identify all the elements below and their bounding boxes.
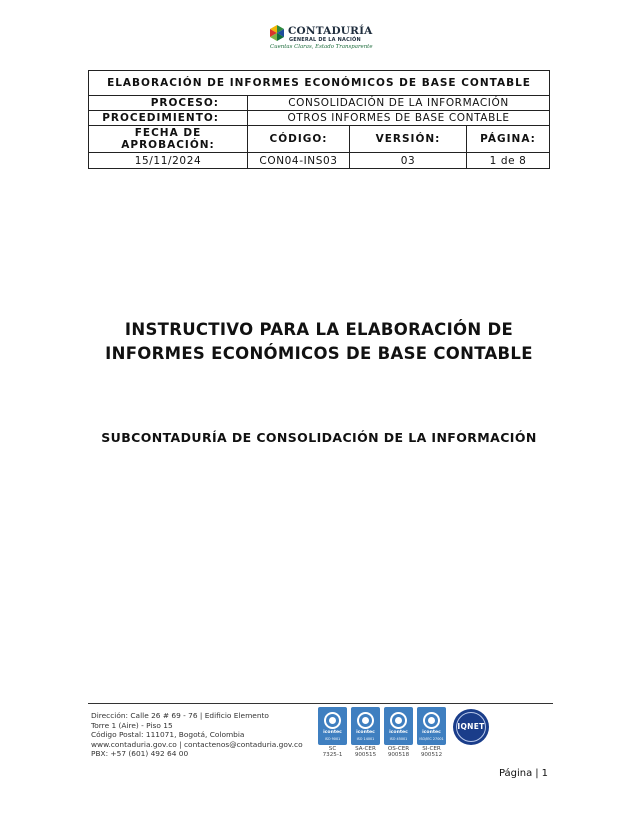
page-label: Página xyxy=(498,768,533,779)
document-title: INSTRUCTIVO PARA LA ELABORACIÓN DE INFORMES ECONÓMICOS DE BASE CONTABLE xyxy=(105,320,533,363)
cert-brand: icontec xyxy=(356,730,375,735)
icontec-certification-icon xyxy=(384,707,413,758)
cert-brand: icontec xyxy=(323,730,342,735)
page-number: 1 xyxy=(541,768,548,779)
address-line: PBX: +57 (601) 492 64 00 xyxy=(91,749,189,758)
cert-standard: ISO/IEC 27001 xyxy=(419,737,444,741)
page-number-footer: Página | 1 xyxy=(498,768,548,779)
address-line: Dirección: Calle 26 # 69 - 76 | Edificio Elemento xyxy=(91,711,269,720)
contaduria-logo xyxy=(268,24,378,52)
icontec-certification-icon xyxy=(417,707,446,758)
address-line: www.contaduria.gov.co | contactenos@contaduria.gov.co xyxy=(91,739,303,749)
fecha-aprobacion-value: 15/11/2024 xyxy=(89,153,248,169)
cert-standard: ISO 9001 xyxy=(324,737,341,741)
logo-tagline: Cuentas Claras, Estado Transparente xyxy=(270,44,373,50)
cert-code: SA-CER 900515 xyxy=(354,746,377,758)
iqnet-certification-icon xyxy=(453,709,489,745)
fecha-aprobacion-label: FECHA DE APROBACIÓN: xyxy=(89,126,248,153)
logo-subtitle: GENERAL DE LA NACIÓN xyxy=(289,37,361,43)
address-line: Código Postal: 111071, Bogotá, Colombia xyxy=(91,730,245,739)
pagina-label: PÁGINA: xyxy=(467,126,550,153)
header-title: ELABORACIÓN DE INFORMES ECONÓMICOS DE BASE CONTABLE xyxy=(89,71,550,96)
cert-code: OS-CER 900518 xyxy=(387,746,410,758)
logo-name: CONTADURÍA xyxy=(288,25,373,37)
icontec-certification-icon xyxy=(351,707,380,758)
codigo-value: CON04-INS03 xyxy=(248,153,350,169)
cert-brand: icontec xyxy=(422,730,441,735)
proceso-label: PROCESO: xyxy=(89,96,248,111)
codigo-label: CÓDIGO: xyxy=(248,126,350,153)
proceso-value: CONSOLIDACIÓN DE LA INFORMACIÓN xyxy=(248,96,550,111)
version-value: 03 xyxy=(350,153,467,169)
iqnet-label: IQNET xyxy=(457,722,485,731)
cert-code: SI-CER 900512 xyxy=(420,746,443,758)
cert-standard: ISO 14001 xyxy=(356,737,375,741)
footer-divider xyxy=(88,703,553,704)
version-label: VERSIÓN: xyxy=(350,126,467,153)
footer-address xyxy=(91,711,303,759)
address-line: Torre 1 (Aire) - Piso 15 xyxy=(91,720,173,730)
document-header-table xyxy=(88,70,550,169)
contaduria-emblem-icon xyxy=(268,24,286,44)
document-subtitle: SUBCONTADURÍA DE CONSOLIDACIÓN DE LA INFORMACIÓN xyxy=(101,430,537,445)
procedimiento-value: OTROS INFORMES DE BASE CONTABLE xyxy=(248,111,550,126)
cert-code: SC 7325-1 xyxy=(322,746,343,758)
cert-standard: ISO 45001 xyxy=(389,737,408,741)
cert-brand: icontec xyxy=(389,730,408,735)
pagina-value: 1 de 8 xyxy=(467,153,550,169)
procedimiento-label: PROCEDIMIENTO: xyxy=(89,111,248,126)
icontec-certification-icon xyxy=(318,707,347,758)
